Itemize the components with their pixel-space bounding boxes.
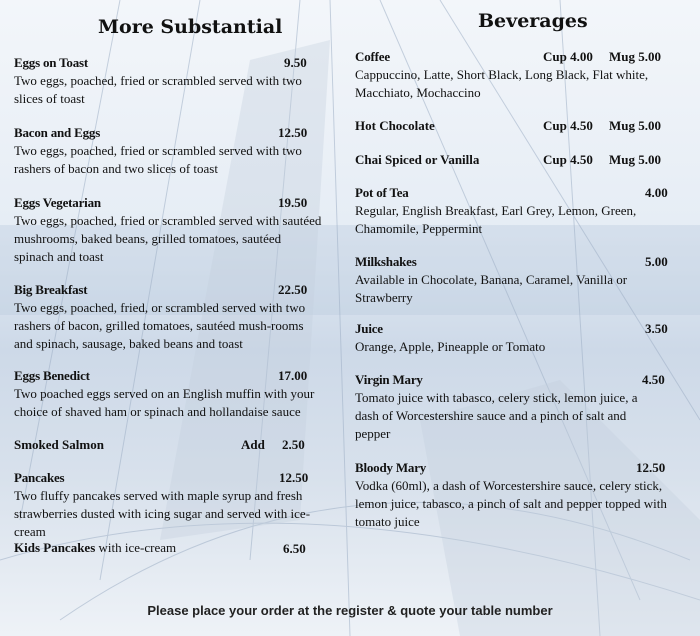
item-description: Regular, English Breakfast, Earl Grey, Lemon, Green, Chamomile, Peppermint bbox=[355, 203, 637, 236]
cup-label: Cup bbox=[543, 152, 567, 167]
item-name: Coffee bbox=[355, 49, 390, 64]
item-price: 12.50 bbox=[278, 125, 308, 140]
item-price: 22.50 bbox=[278, 282, 308, 297]
menu-item-virgin-mary bbox=[355, 371, 655, 443]
item-description: Two eggs, poached, fried or scrambled served with two rashers of bacon and two slices of toast bbox=[14, 143, 302, 176]
add-label: Add bbox=[241, 437, 265, 452]
item-name: Bloody Mary bbox=[355, 460, 427, 475]
item-price: 4.50 bbox=[642, 372, 665, 387]
mug-price-value: 5.00 bbox=[638, 118, 661, 133]
menu-item-kids-pancakes bbox=[14, 540, 176, 556]
item-name: Eggs on Toast bbox=[14, 55, 88, 70]
cup-price bbox=[543, 118, 593, 134]
mug-price-value: 5.00 bbox=[638, 152, 661, 167]
item-description: Cappuccino, Latte, Short Black, Long Black, Flat white, Macchiato, Mochaccino bbox=[355, 67, 649, 100]
item-price: 5.00 bbox=[645, 254, 668, 269]
item-description: Two eggs, poached, fried or scrambled served with two slices of toast bbox=[14, 73, 302, 106]
mug-price bbox=[609, 118, 661, 134]
item-name: Kids Pancakes bbox=[14, 540, 96, 555]
mug-label: Mug bbox=[609, 152, 635, 167]
section-heading-more-substantial: More Substantial bbox=[98, 16, 283, 38]
menu-item-eggs-on-toast bbox=[14, 54, 324, 108]
cup-price bbox=[543, 49, 593, 65]
item-price: 12.50 bbox=[636, 460, 666, 475]
item-price: 6.50 bbox=[283, 541, 306, 556]
item-name: Eggs Benedict bbox=[14, 368, 90, 383]
item-name: Bacon and Eggs bbox=[14, 125, 101, 140]
mug-label: Mug bbox=[609, 49, 635, 64]
cup-label: Cup bbox=[543, 118, 567, 133]
section-heading-beverages: Beverages bbox=[478, 10, 588, 32]
item-price: 3.50 bbox=[645, 321, 668, 336]
item-name: Big Breakfast bbox=[14, 282, 88, 297]
item-name: Pot of Tea bbox=[355, 185, 409, 200]
item-name: Pancakes bbox=[14, 470, 65, 485]
cup-price-value: 4.00 bbox=[570, 49, 593, 64]
item-description: Two eggs, poached, fried or scrambled served with sautéed mushrooms, baked beans, grilled tomatoes, sautéed spinach and toast bbox=[14, 213, 322, 264]
item-name: Virgin Mary bbox=[355, 372, 423, 387]
item-price: 4.00 bbox=[645, 185, 668, 200]
item-name: Eggs Vegetarian bbox=[14, 195, 101, 210]
cup-price-value: 4.50 bbox=[570, 152, 593, 167]
item-price: 12.50 bbox=[279, 470, 309, 485]
item-description: Two eggs, poached, fried, or scrambled served with two rashers of bacon, grilled tomatoes, sautéed mush-rooms and spinach, sausage, baked beans and toast bbox=[14, 300, 306, 351]
mug-price bbox=[609, 49, 661, 65]
order-instructions: Please place your order at the register & quote your table number bbox=[147, 603, 553, 618]
menu-item-hot-chocolate: Hot Chocolate bbox=[355, 118, 435, 133]
item-price: 2.50 bbox=[282, 437, 305, 452]
mug-price bbox=[609, 152, 661, 168]
menu-item-pancakes bbox=[14, 469, 324, 541]
menu-item-smoked-salmon: Smoked Salmon bbox=[14, 437, 104, 452]
item-price: 9.50 bbox=[284, 55, 307, 70]
item-description: Orange, Apple, Pineapple or Tomato bbox=[355, 339, 546, 354]
cup-price bbox=[543, 152, 593, 168]
menu-item-milkshakes bbox=[355, 253, 655, 307]
menu-item-juice bbox=[355, 320, 655, 356]
menu-item-chai: Chai Spiced or Vanilla bbox=[355, 152, 480, 167]
item-description: Vodka (60ml), a dash of Worcestershire sauce, celery stick, lemon juice, tabasco, a pinch of salt and pepper topped with tomato juice bbox=[355, 478, 667, 529]
item-description: Available in Chocolate, Banana, Caramel, Vanilla or Strawberry bbox=[355, 272, 628, 305]
item-suffix: with ice-cream bbox=[98, 540, 177, 555]
item-description: Two poached eggs served on an English muffin with your choice of shaved ham or spinach and hollandaise sauce bbox=[14, 386, 315, 419]
cup-price-value: 4.50 bbox=[570, 118, 593, 133]
item-description: Two fluffy pancakes served with maple syrup and fresh strawberries dusted with icing sugar and served with ice-cream bbox=[14, 488, 311, 539]
menu-item-pot-of-tea bbox=[355, 184, 691, 238]
mug-price-value: 5.00 bbox=[638, 49, 661, 64]
item-price: 19.50 bbox=[278, 195, 308, 210]
item-name: Milkshakes bbox=[355, 254, 417, 269]
cup-label: Cup bbox=[543, 49, 567, 64]
mug-label: Mug bbox=[609, 118, 635, 133]
item-description: Tomato juice with tabasco, celery stick, lemon juice, a dash of Worcestershire sauce and a pinch of salt and pepper bbox=[355, 390, 638, 441]
item-price: 17.00 bbox=[278, 368, 308, 383]
item-name: Juice bbox=[355, 321, 383, 336]
